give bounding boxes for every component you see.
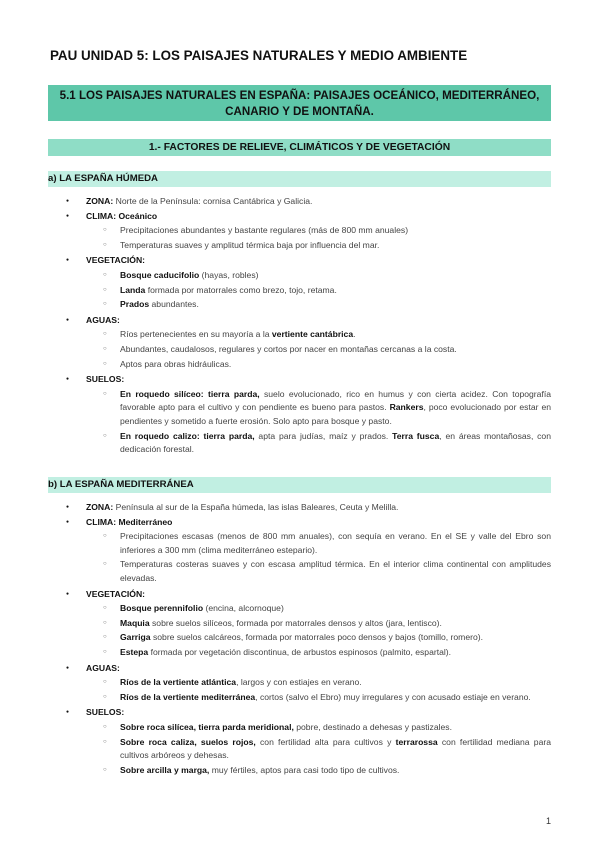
bold-text: Garriga [120,632,151,643]
body-text: abundantes. [149,299,199,310]
sub-list-item [48,358,551,372]
section-heading-5-1: 5.1 LOS PAISAJES NATURALES EN ESPAÑA: PAISAJES OCEÁNICO, MEDITERRÁNEO, CANARIO Y DE MONTAÑA. [48,85,551,121]
sub-list-item [48,764,551,778]
section-header-espana-humeda: a) LA ESPAÑA HÚMEDA [48,171,551,187]
page-number: 1 [546,816,552,826]
bold-text: ZONA: [86,502,114,512]
body-text: Aptos para obras hidráulicas. [120,358,232,369]
bold-text: Sobre roca caliza, suelos rojos, [120,736,256,747]
body-text: , cortos (salvo el Ebro) muy irregulares y con acusado estiaje en verano. [255,691,531,702]
sub-list-item [48,631,551,645]
bold-text: Sobre arcilla y marga, [120,764,210,775]
list-item [48,194,551,209]
bold-text: VEGETACIÓN: [86,588,146,599]
list-item [48,587,551,602]
bold-text: Ríos de la vertiente atlántica [120,677,237,688]
bold-text: Bosque perennifolio [120,603,204,614]
list-item [48,500,551,515]
body-text: sobre suelos silíceos, formada por matorrales densos y altos (jara, lentisco). [149,617,442,628]
sub-list-item [48,530,551,557]
body-text: , poco evolucionado por estar en pendientes y sometido a fuerte erosión. Solo apto para bosque y pasto. [120,402,552,426]
body-text: Precipitaciones escasas (menos de 800 mm anuales), con sequía en verano. En el SE y valle del Ebro son inferiores a 300 mm (clima mediterráneo estepario). [120,531,551,555]
sub-list-item [48,558,551,585]
list-item [48,313,551,328]
bold-text: VEGETACIÓN: [86,255,146,266]
list-item [48,661,551,676]
body-text: muy fértiles, aptos para casi todo tipo de cultivos. [209,764,400,775]
sub-list-item [48,343,551,357]
bold-text: AGUAS: [86,662,120,673]
bold-text: Ríos de la vertiente mediterránea [120,691,256,702]
body-text: Temperaturas costeras suaves y con escasa amplitud térmica. En el interior clima continental con amplitudes elevadas. [120,559,551,583]
body-text: sobre suelos calcáreos, formada por matorrales poco densos y bajos (tomillo, romero). [150,632,484,643]
list-item [48,209,551,224]
list-item [48,372,551,387]
body-text: formada por vegetación discontinua, de arbustos espinosos (palmito, espartal). [148,646,452,657]
sub-list-item [48,736,551,763]
body-text: formada por matorrales como brezo, tojo, retama. [145,284,337,295]
bullet-list-espana-mediterranea [48,500,551,778]
bold-text: CLIMA: Mediterráneo [86,516,173,527]
body-text: con fertilidad mediana para cultivos arbóreos y dehesas. [120,736,552,761]
bold-text: vertiente cantábrica [271,329,354,340]
sub-list-item [48,269,551,283]
body-text: apta para judías, maíz y prados. [254,430,393,441]
body-text: Península al sur de la España húmeda, las islas Baleares, Ceuta y Melilla. [113,502,399,512]
sub-list-item [48,721,551,735]
sub-list-item [48,430,551,457]
section-header-espana-mediterranea: b) LA ESPAÑA MEDITERRÁNEA [48,477,551,493]
sub-list-item [48,617,551,631]
sub-list-item [48,239,551,253]
sub-list-item [48,602,551,616]
bold-text: ZONA: [86,196,114,206]
sub-list-item [48,691,551,705]
body-text: (hayas, robles) [199,269,259,280]
body-text: (encina, alcornoque) [203,603,284,614]
body-text: Ríos pertenecientes en su mayoría a la [120,329,272,340]
bold-text: SUELOS: [86,707,125,718]
sub-list-item [48,224,551,238]
bold-text: CLIMA: Oceánico [86,210,158,221]
bold-text: Sobre roca silícea, tierra parda meridional, [120,721,294,732]
body-text: . [353,329,356,340]
bold-text: AGUAS: [86,314,120,325]
bold-text: Prados [120,299,150,310]
body-text: suelo evolucionado, rico en humus y con cierta acidez. Con topografía favorable apto para el cultivo y con pendiente es bueno para pastos. [120,388,552,413]
body-text: Temperaturas suaves y amplitud térmica baja por influencia del mar. [120,239,380,250]
bold-text: Landa [120,284,146,295]
sub-list-item [48,284,551,298]
body-text: pobre, destinado a dehesas y pastizales. [293,721,452,732]
bold-text: En roquedo silíceo: tierra parda, [120,388,260,399]
sub-list-item [48,676,551,690]
sub-list-item [48,328,551,342]
body-text: Norte de la Península: cornisa Cantábrica y Galicia. [113,196,313,206]
body-text: Precipitaciones abundantes y bastante regulares (más de 800 mm anuales) [120,225,409,236]
bold-text: SUELOS: [86,374,125,385]
bold-text: Terra fusca [392,430,440,441]
bullet-list-espana-humeda [48,194,551,458]
list-item [48,515,551,530]
bold-text: Estepa [120,646,149,657]
bold-text: Bosque caducifolio [120,269,200,280]
bold-text: Maquia [120,617,150,628]
subsection-heading-factors: 1.- FACTORES DE RELIEVE, CLIMÁTICOS Y DE VEGETACIÓN [48,139,551,156]
bold-text: En roquedo calizo: tierra parda, [120,430,255,441]
list-item [48,705,551,720]
document-title: PAU UNIDAD 5: LOS PAISAJES NATURALES Y MEDIO AMBIENTE [50,48,468,63]
body-text: Abundantes, caudalosos, regulares y cortos por nacer en montañas cercanas a la costa. [120,343,457,354]
body-text: , largos y con estiajes en verano. [236,677,362,688]
sub-list-item [48,298,551,312]
body-text: , en áreas montañosas, con dedicación forestal. [120,430,551,455]
body-text: con fertilidad alta para cultivos y [255,736,396,747]
bold-text: Rankers [389,402,424,413]
list-item [48,253,551,268]
sub-list-item [48,646,551,660]
bold-text: terrarossa [395,736,438,747]
sub-list-item [48,388,551,429]
